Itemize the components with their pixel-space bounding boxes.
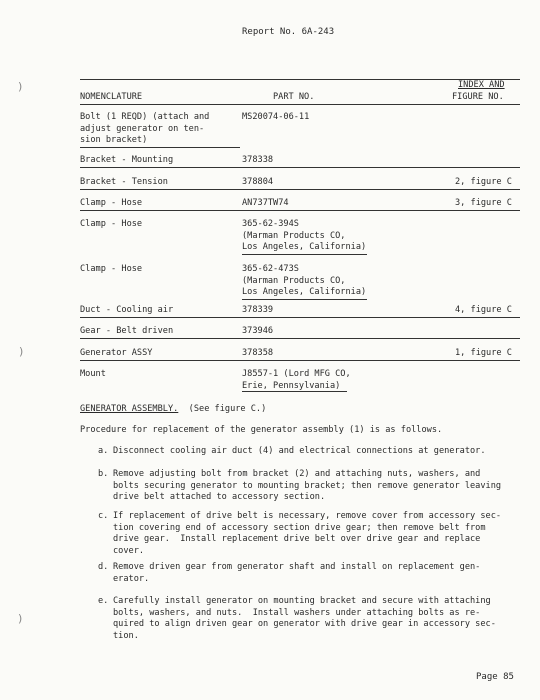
- binding-mark: ): [17, 612, 24, 625]
- row-part-no-bracket-tension: 378804: [242, 177, 274, 187]
- step-text: If replacement of drive belt is necessary, remove cover from accessory sec- tion covering end of accessory section drive gear; then remove belt from drive gear. Install replacement drive belt over drive gear and replace cover.: [113, 511, 502, 556]
- row-rule: [80, 189, 520, 190]
- row-nomenclature-bracket-mounting: Bracket - Mounting: [80, 155, 174, 165]
- row-index-clamp-hose-1: 3, figure C: [455, 198, 512, 208]
- step-label: e.: [98, 596, 109, 606]
- table-top-rule: [80, 79, 520, 80]
- row-nomenclature-mount: Mount: [80, 369, 106, 379]
- row-part-no-duct: 378339: [242, 305, 274, 315]
- row-index-generator: 1, figure C: [455, 348, 512, 358]
- column-header-index-line2: FIGURE NO.: [452, 92, 504, 102]
- row-index-bracket-tension: 2, figure C: [455, 177, 512, 187]
- step-text: Remove driven gear from generator shaft and install on replacement gen- erator.: [113, 562, 481, 584]
- step-text: Disconnect cooling air duct (4) and electrical connections at generator.: [113, 446, 486, 456]
- row-rule: [80, 147, 240, 148]
- step-text: Remove adjusting bolt from bracket (2) and attaching nuts, washers, and bolts securing generator to mounting bracket; then remove generator leaving drive belt attached to accessory section.: [113, 469, 502, 502]
- report-number: Report No. 6A-243: [242, 27, 335, 37]
- row-part-no-bolt: MS20074-06-11: [242, 112, 310, 122]
- row-nomenclature-generator: Generator ASSY: [80, 348, 153, 358]
- table-header-rule: [80, 104, 520, 105]
- column-header-nomenclature: NOMENCLATURE: [80, 92, 143, 102]
- row-nomenclature-gear: Gear - Belt driven: [80, 326, 174, 336]
- row-rule: [80, 317, 520, 318]
- row-nomenclature-clamp-hose-1: Clamp - Hose: [80, 198, 143, 208]
- row-rule: [242, 391, 347, 392]
- row-nomenclature-bracket-tension: Bracket - Tension: [80, 177, 168, 187]
- column-header-part-no: PART NO.: [273, 92, 315, 102]
- row-nomenclature-bolt: Bolt (1 REQD) (attach and adjust generator on ten- sion bracket): [80, 112, 210, 145]
- section-title: GENERATOR ASSEMBLY.: [80, 404, 179, 414]
- row-part-no-clamp-hose-2: 365-62-394S (Marman Products CO, Los Angeles, California): [242, 219, 367, 252]
- row-part-no-clamp-hose-3: 365-62-473S (Marman Products CO, Los Angeles, California): [242, 264, 367, 297]
- row-rule: [80, 167, 520, 168]
- row-rule: [80, 360, 520, 361]
- row-part-no-clamp-hose-1: AN737TW74: [242, 198, 289, 208]
- step-label: a.: [98, 446, 109, 456]
- row-nomenclature-duct: Duct - Cooling air: [80, 305, 174, 315]
- page-number: Page 85: [476, 672, 514, 682]
- column-header-index-line1: INDEX AND: [458, 80, 505, 90]
- section-heading: [80, 404, 266, 414]
- section-reference: (See figure C.): [188, 404, 267, 414]
- step-text: Carefully install generator on mounting bracket and secure with attaching bolts, washers, and nuts. Install washers under attaching bolts as re- quired to align driven gear on generator with drive gear in accessory sec- tion.: [113, 596, 496, 641]
- step-label: b.: [98, 469, 109, 479]
- binding-mark: ): [18, 345, 25, 358]
- row-nomenclature-clamp-hose-3: Clamp - Hose: [80, 264, 143, 274]
- row-rule: [80, 338, 520, 339]
- row-rule: [80, 210, 520, 211]
- row-part-no-generator: 378358: [242, 348, 274, 358]
- row-nomenclature-clamp-hose-2: Clamp - Hose: [80, 219, 143, 229]
- binding-mark: ): [17, 80, 24, 93]
- row-index-duct: 4, figure C: [455, 305, 512, 315]
- row-part-no-bracket-mounting: 378338: [242, 155, 274, 165]
- row-part-no-mount: J8557-1 (Lord MFG CO, Erie, Pennsylvania): [242, 369, 351, 391]
- row-rule: [242, 254, 367, 255]
- procedure-intro: Procedure for replacement of the generator assembly (1) is as follows.: [80, 425, 443, 435]
- row-part-no-gear: 373946: [242, 326, 274, 336]
- step-label: c.: [98, 511, 109, 521]
- step-label: d.: [98, 562, 109, 572]
- row-rule: [242, 299, 367, 300]
